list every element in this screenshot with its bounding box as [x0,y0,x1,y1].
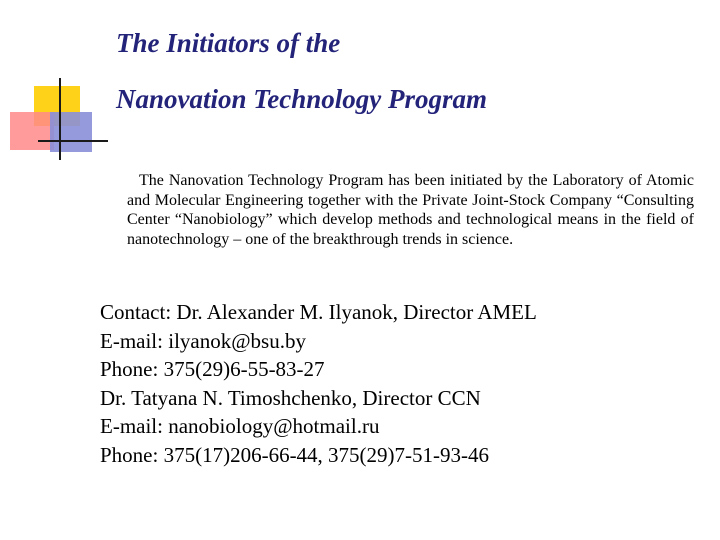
logo-blue-square [50,112,92,152]
logo-vertical-line [59,78,61,160]
contact-phone: Phone: 375(17)206-66-44, 375(29)7-51-93-46 [100,442,490,467]
contact-phone: Phone: 375(29)6-55-83-27 [100,357,325,381]
logo-red-square [10,112,54,150]
slide-title-line-2: Nanovation Technology Program [116,84,488,114]
logo-horizontal-line [38,140,108,142]
contact-email: E-mail: ilyanok@bsu.by [100,328,306,353]
intro-paragraph: The Nanovation Technology Program has been initiated by the Laboratory of Atomic and Molecular Engineering together with the Private Joint-Stock Company “Consulting Center “Nanobiology” which develop methods and technological means in the field of nanotechnology – one of the breakthrough trends in science. [127,172,694,248]
contact-line: Dr. Tatyana N. Timoshchenko, Director CCN [100,385,481,410]
contact-line: Contact: Dr. Alexander M. Ilyanok, Director AMEL [100,300,537,324]
contact-email: E-mail: nanobiology@hotmail.ru [100,414,380,438]
slide-title-line-1: The Initiators of the [116,28,341,58]
contact-list [100,298,537,469]
